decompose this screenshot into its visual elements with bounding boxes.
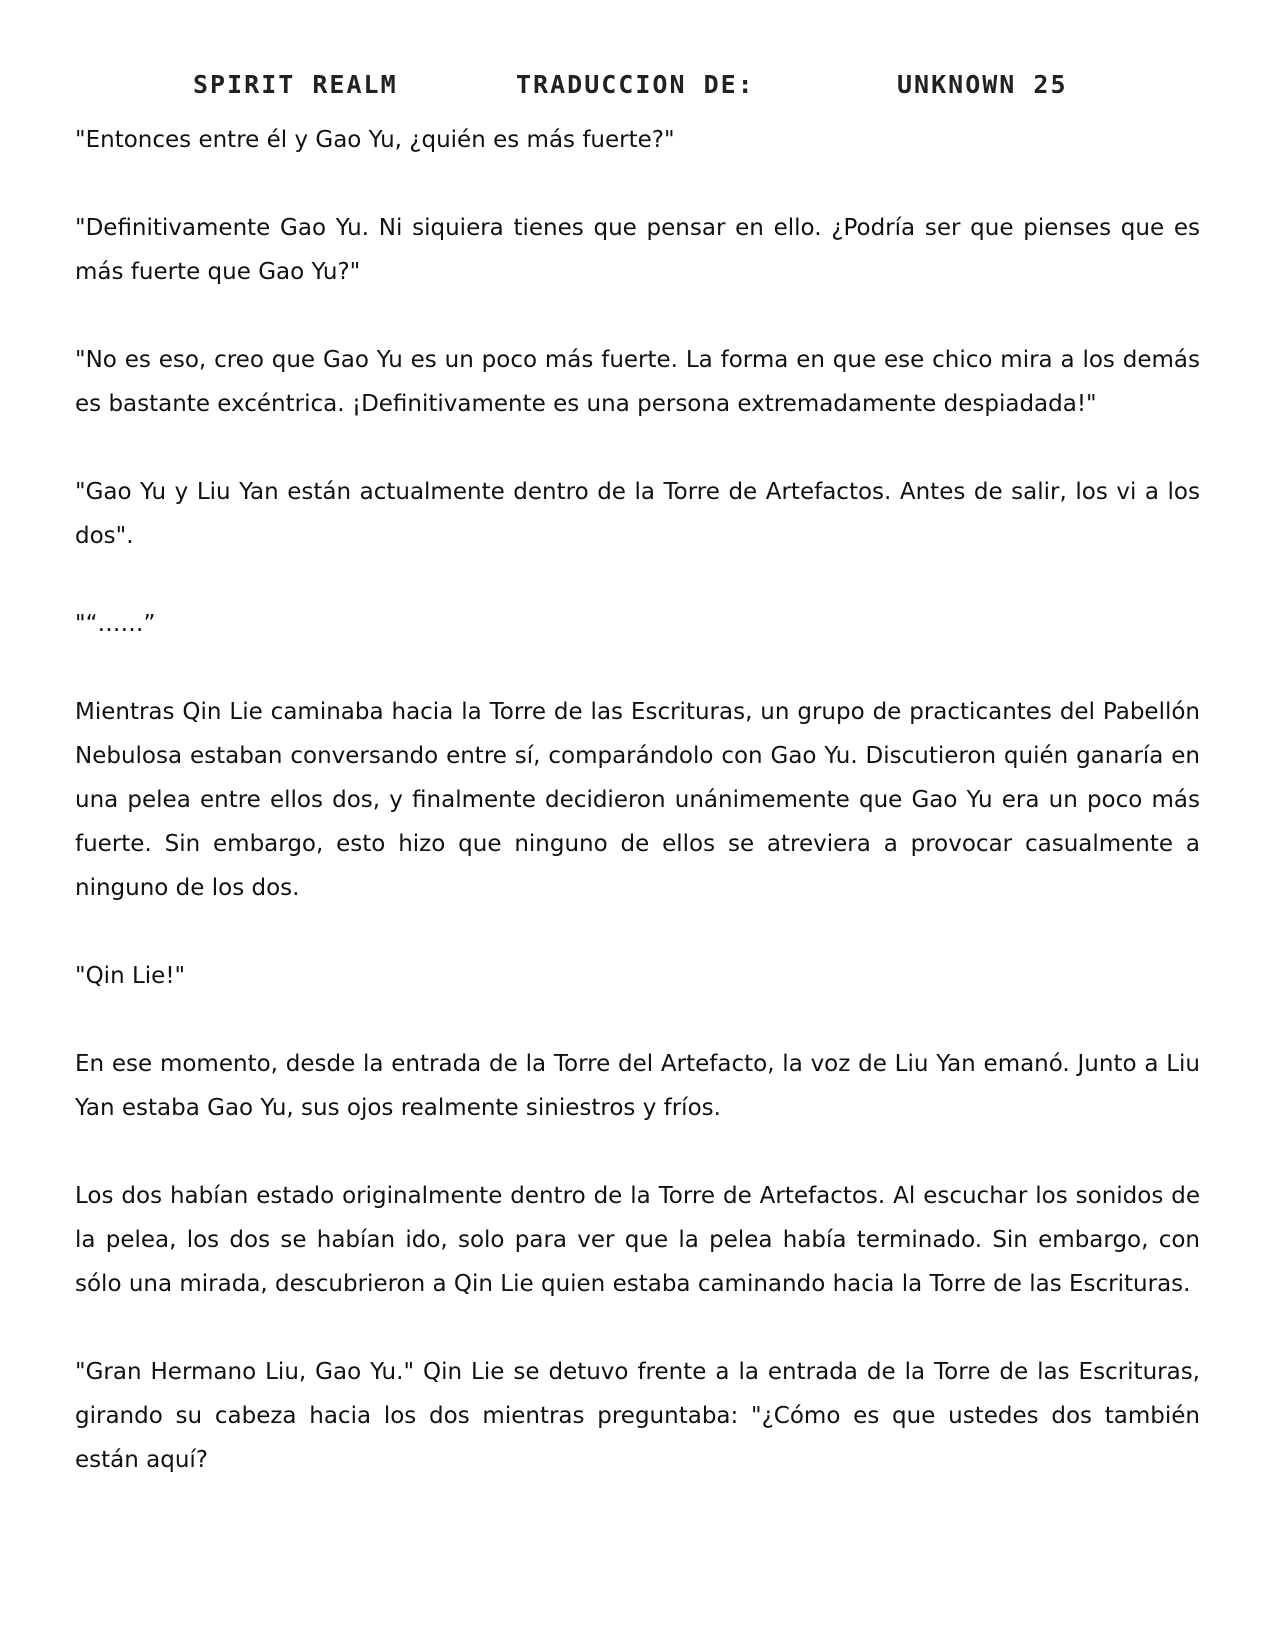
header-translation-label: TRADUCCION DE: (516, 70, 755, 99)
paragraph: Mientras Qin Lie caminaba hacia la Torre de las Escrituras, un grupo de practicantes del Pabellón Nebulosa estaban conversando entre sí, comparándolo con Gao Yu. Discutieron quién ganaría en una pelea entre ellos dos, y finalmente decidieron unánimemente que Gao Yu era un poco más fuerte. Sin embargo, esto hizo que ninguno de ellos se atreviera a provocar casualmente a ninguno de los dos. (75, 699, 1200, 901)
document-body (75, 118, 1200, 1526)
paragraph: "Definitivamente Gao Yu. Ni siquiera tienes que pensar en ello. ¿Podría ser que pienses que es más fuerte que Gao Yu?" (75, 215, 1200, 285)
paragraph: "Gran Hermano Liu, Gao Yu." Qin Lie se detuvo frente a la entrada de la Torre de las Escrituras, girando su cabeza hacia los dos mientras preguntaba: "¿Cómo es que ustedes dos también están aquí? (75, 1359, 1200, 1473)
paragraph: Los dos habían estado originalmente dentro de la Torre de Artefactos. Al escuchar los sonidos de la pelea, los dos se habían ido, solo para ver que la pelea había terminado. Sin embargo, con sólo una mirada, descubrieron a Qin Lie quien estaba caminando hacia la Torre de las Escrituras. (75, 1183, 1200, 1297)
paragraph: En ese momento, desde la entrada de la Torre del Artefacto, la voz de Liu Yan emanó. Junto a Liu Yan estaba Gao Yu, sus ojos realmente siniestros y fríos. (75, 1051, 1200, 1121)
page-header (0, 70, 1275, 110)
paragraph: "No es eso, creo que Gao Yu es un poco más fuerte. La forma en que ese chico mira a los demás es bastante excéntrica. ¡Definitivamente es una persona extremadamente despiadada!" (75, 347, 1200, 417)
paragraph: "Gao Yu y Liu Yan están actualmente dentro de la Torre de Artefactos. Antes de salir, los vi a los dos". (75, 479, 1200, 549)
paragraph: "“……” (75, 611, 156, 637)
header-translator: UNKNOWN 25 (897, 70, 1068, 99)
paragraph: "Qin Lie!" (75, 963, 186, 989)
paragraph: "Entonces entre él y Gao Yu, ¿quién es más fuerte?" (75, 127, 675, 153)
header-title: SPIRIT REALM (193, 70, 398, 99)
